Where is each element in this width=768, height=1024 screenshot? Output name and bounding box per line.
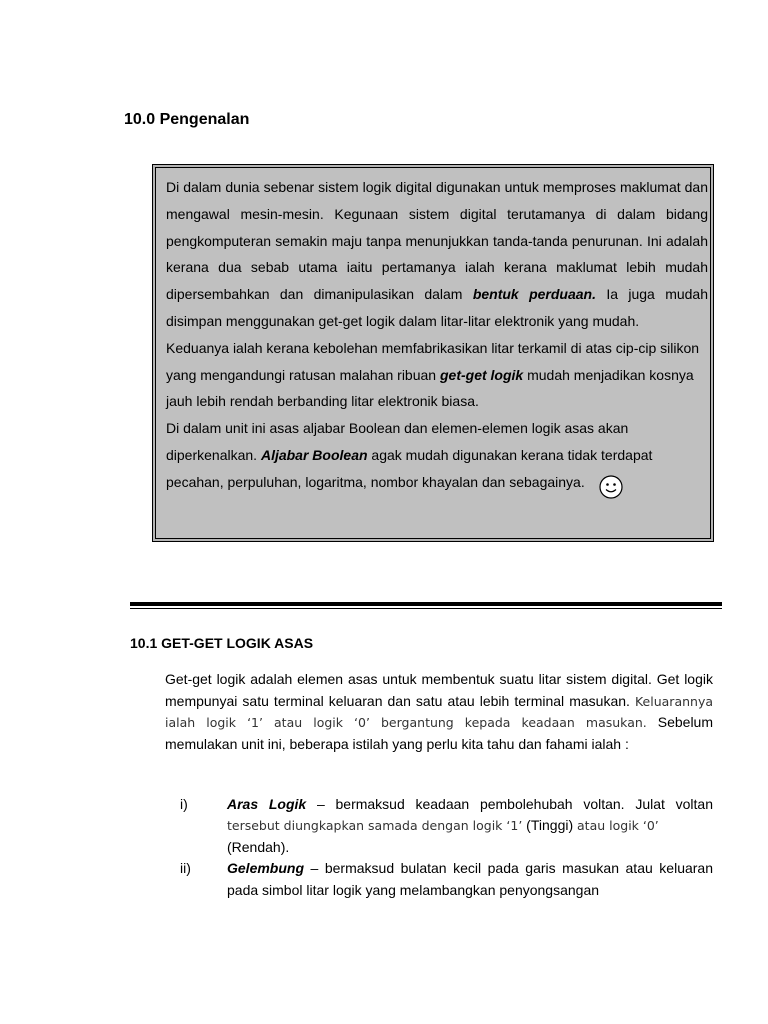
term-definition: [227, 794, 713, 858]
subsection-title: 10.1 GET-GET LOGIK ASAS: [130, 635, 314, 651]
section-title: 10.0 Pengenalan: [124, 111, 250, 128]
intro-paragraph-2: [166, 335, 708, 415]
term-text: (Tinggi): [522, 817, 578, 834]
intro-text: mudah menjadikan kosnya jauh lebih rendah berbanding litar elektronik biasa.: [166, 366, 694, 410]
body-text: Get-get logik adalah elemen asas untuk membentuk suatu litar sistem digital. Get logik mempunyai satu terminal keluaran dan satu atau lebih terminal masukan.: [165, 671, 713, 709]
term-name: Gelembung: [227, 860, 305, 877]
intro-box: [152, 164, 714, 542]
intro-emphasis: bentuk perduaan.: [472, 286, 596, 303]
section-divider-thin: [130, 608, 722, 609]
term-name: Aras Logik: [227, 796, 307, 812]
term-text: – bermaksud bulatan kecil pada garis masukan atau keluaran pada simbol litar logik yang melambangkan penyongsangan: [227, 860, 713, 898]
section-divider: [130, 602, 722, 606]
intro-text: Di dalam unit ini asas aljabar Boolean dan elemen-elemen logik asas akan diperkenalkan.: [166, 420, 629, 463]
intro-emphasis: get-get logik: [439, 366, 524, 383]
terms-list: [180, 794, 713, 901]
intro-text: Ia juga mudah disimpan menggunakan get-get logik dalam litar-litar elektronik yang mudah.: [166, 286, 709, 329]
term-definition: [227, 858, 713, 901]
intro-emphasis: Aljabar Boolean: [260, 446, 368, 463]
intro-text: Keduanya ialah kerana kebolehan memfabrikasikan litar terkamil di atas cip-cip silikon yang mengandungi ratusan malahan ribuan: [166, 339, 700, 383]
term-text: – bermaksud keadaan pembolehubah voltan. Julat voltan: [306, 796, 713, 812]
list-marker: ii): [180, 860, 191, 877]
body-text-light: Keluarannya ialah logik ‘1’ atau logik ‘0’ bergantung kepada keadaan masukan.: [165, 693, 714, 731]
list-item: [180, 794, 713, 858]
intro-paragraph-1: [166, 174, 708, 335]
intro-paragraph-3: [166, 415, 708, 495]
subsection-paragraph: [165, 669, 713, 755]
list-item: [180, 858, 713, 901]
intro-box-content: [155, 167, 711, 539]
term-text: (Rendah).: [227, 838, 290, 855]
intro-text: Di dalam dunia sebenar sistem logik digital digunakan untuk memproses maklumat dan mengawal mesin-mesin. Kegunaan sistem digital terutamanya di dalam bidang pengkomputeran semakin maju tanpa menunjukkan tanda-tanda penurunan. Ini adalah kerana dua sebab utama iaitu pertamanya ialah kerana maklumat lebih mudah dipersembahkan dan dimanipulasikan dalam: [166, 179, 708, 303]
term-text-light: atau logik ‘0’: [577, 818, 659, 834]
body-text: Sebelum memulakan unit ini, beberapa istilah yang perlu kita tahu dan fahami ialah :: [165, 714, 714, 752]
smiley-face-icon: [599, 475, 623, 499]
term-text-light: tersebut diungkapkan samada dengan logik ‘1’: [227, 818, 523, 834]
intro-text: agak mudah digunakan kerana tidak terdapat pecahan, perpuluhan, logaritma, nombor khayalan dan sebagainya.: [166, 446, 653, 490]
list-marker: i): [180, 796, 188, 812]
